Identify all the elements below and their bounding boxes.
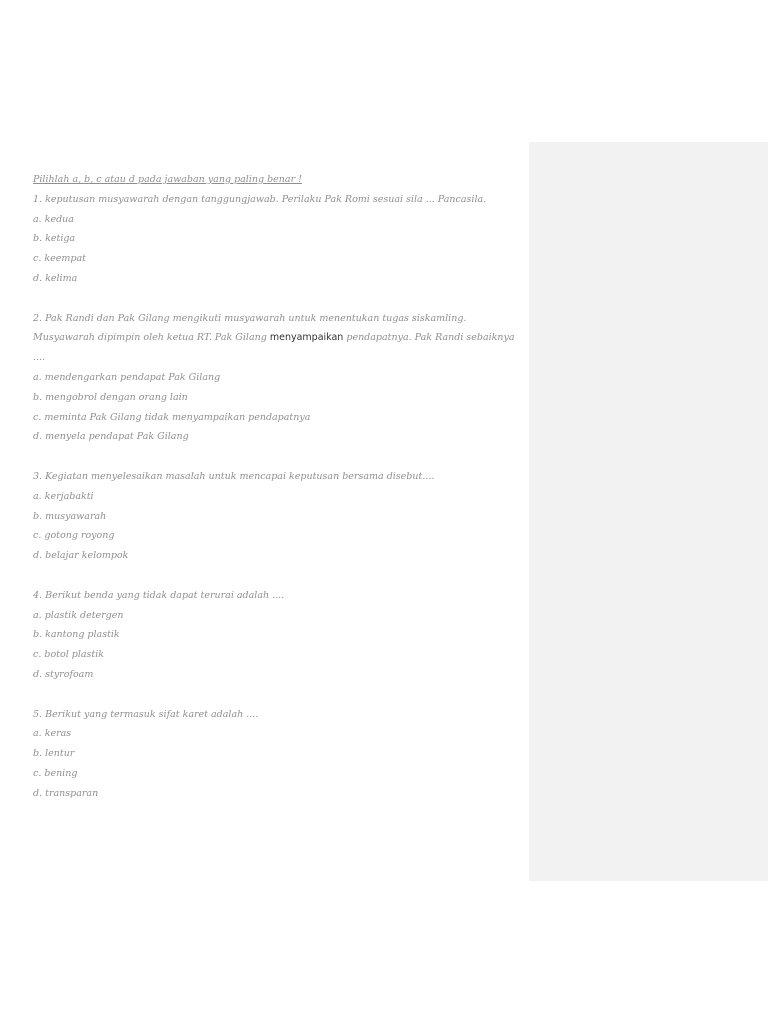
q2-option-d: d. menyela pendapat Pak Gilang [33,431,189,443]
question-4: 4. Berikut benda yang tidak dapat terurai adalah .... [33,589,285,601]
spacer [33,685,523,705]
q2-option-a: a. mendengarkan pendapat Pak Gilang [33,371,221,383]
q3-option-d: d. belajar kelompok [33,550,129,562]
question-5: 5. Berikut yang termasuk sifat karet adalah .... [33,708,259,720]
q3-option-a: a. kerjabakti [33,490,94,502]
question-1: 1. keputusan musyawarah dengan tanggungjawab. Perilaku Pak Romi sesuai sila ... Pancasila. [33,193,487,205]
comment-pane [529,142,768,881]
q2-emphasized-word: menyampaikan [269,332,344,344]
q1-option-b: b. ketiga [33,233,76,245]
q4-option-a: a. plastik detergen [33,609,124,621]
q1-option-a: a. kedua [33,213,74,225]
q2-text-suffix: pendapatnya. Pak Randi sebaiknya [343,332,515,344]
q4-option-d: d. styrofoam [33,668,94,680]
spacer [33,447,523,467]
q5-option-a: a. keras [33,728,72,740]
question-3: 3. Kegiatan menyelesaikan masalah untuk mencapai keputusan bersama disebut.... [33,470,435,482]
instruction: Pilihlah a, b, c atau d pada jawaban yang paling benar ! [33,174,302,185]
q4-option-c: c. botol plastik [33,649,105,661]
q2-text-prefix: Musyawarah dipimpin oleh ketua RT. Pak Gilang [33,332,270,344]
q1-option-c: c. keempat [33,253,86,265]
spacer [33,566,523,586]
question-2-line-2 [33,328,523,348]
q5-option-c: c. bening [33,767,78,779]
question-2-line-1: 2. Pak Randi dan Pak Gilang mengikuti musyawarah untuk menentukan tugas siskamling. [33,312,467,324]
question-2-line-3: .... [33,352,46,364]
q3-option-c: c. gotong royong [33,530,115,542]
q5-option-d: d. transparan [33,787,99,799]
spacer [33,289,523,309]
q2-option-b: b. mengobrol dengan orang lain [33,391,188,403]
q3-option-b: b. musyawarah [33,510,107,522]
q5-option-b: b. lentur [33,748,75,760]
q4-option-b: b. kantong plastik [33,629,120,641]
q1-option-d: d. kelima [33,272,78,284]
document-body [33,170,523,804]
q2-option-c: c. meminta Pak Gilang tidak menyampaikan pendapatnya [33,411,311,423]
